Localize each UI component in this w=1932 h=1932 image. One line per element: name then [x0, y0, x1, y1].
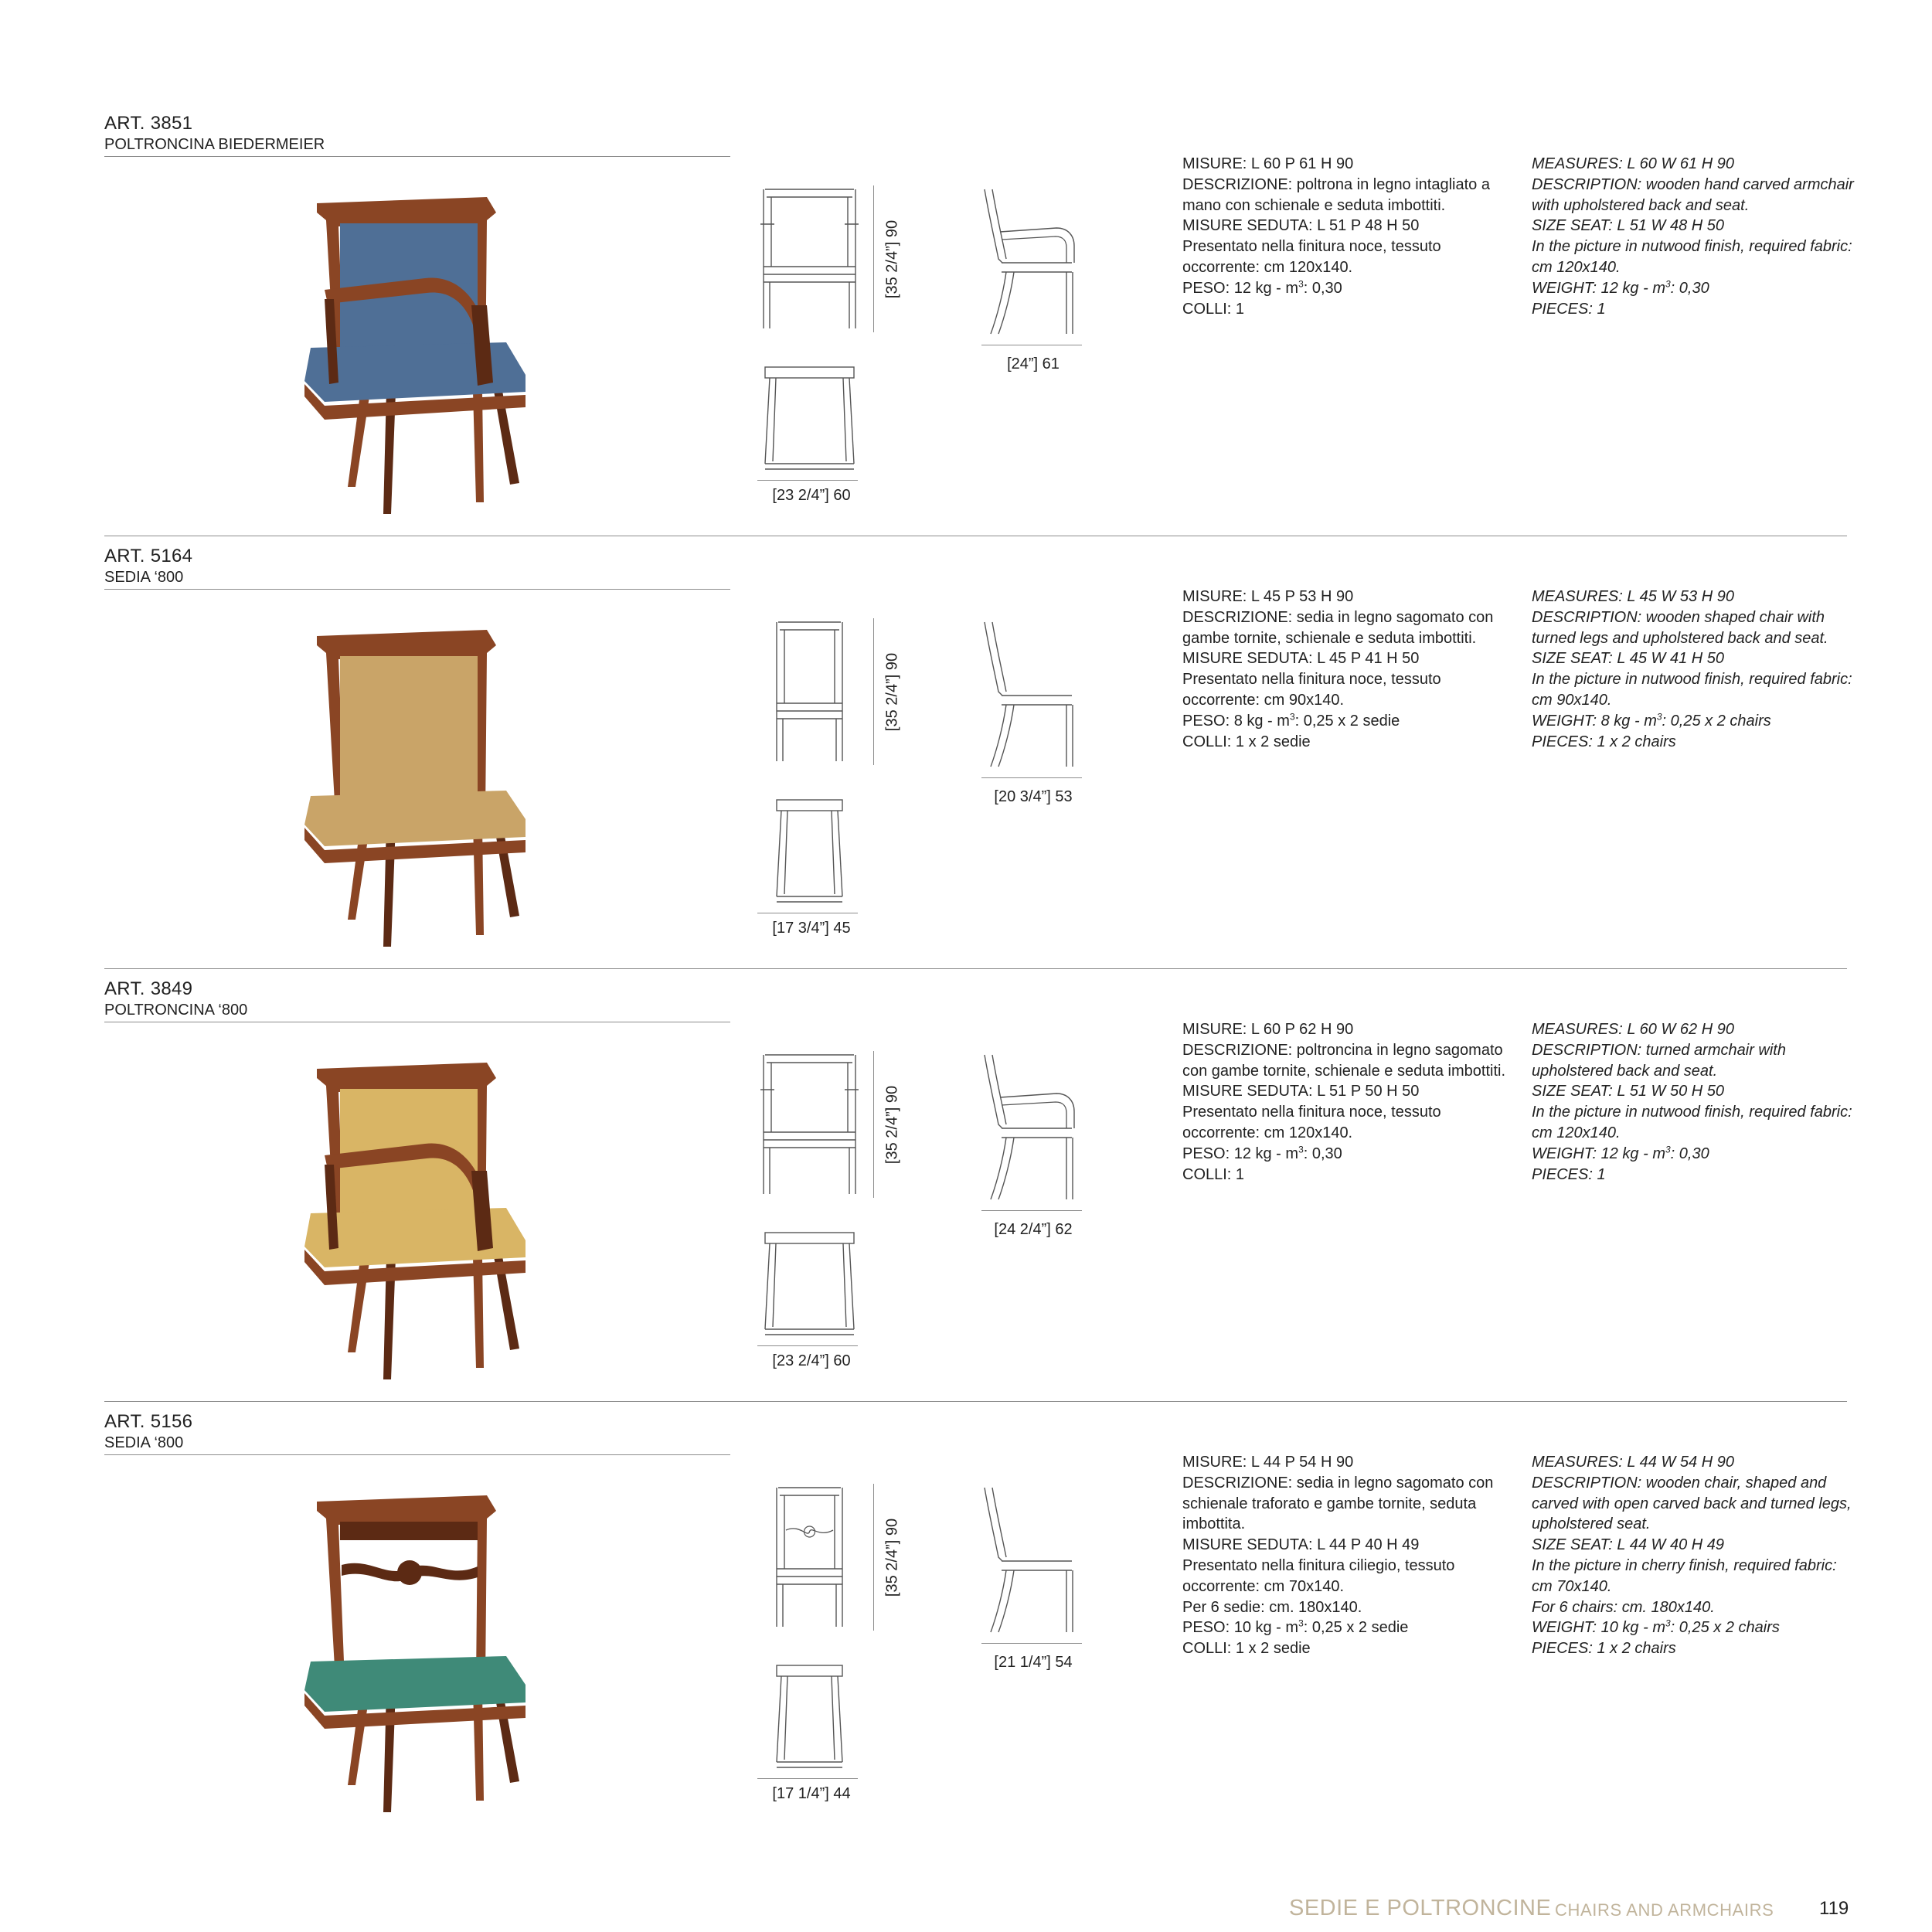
- depth-dimension: [21 1/4”] 54: [994, 1654, 1073, 1671]
- spec-line-en: DESCRIPTION: wooden shaped chair with turned legs and upholstered back and seat.: [1532, 608, 1828, 647]
- title-underline: [104, 589, 730, 590]
- width-dimension: [23 2/4”] 60: [772, 487, 851, 504]
- front-view-drawing: [757, 1051, 862, 1198]
- side-view-drawing: [975, 618, 1091, 769]
- article-code: ART. 3849: [104, 978, 193, 999]
- spec-line-it: MISURE SEDUTA: L 51 P 50 H 50: [1182, 1083, 1420, 1100]
- spec-line-en: WEIGHT: 8 kg - $m^3$: 0,25 x 2 chairs: [1532, 711, 1771, 730]
- product-block: [0, 0, 1932, 504]
- spec-line-en: MEASURES: L 60 W 62 H 90: [1532, 1021, 1734, 1038]
- spec-line-it: COLLI: 1 x 2 sedie: [1182, 1640, 1311, 1658]
- spec-line-it: MISURE SEDUTA: L 45 P 41 H 50: [1182, 650, 1420, 668]
- italian-description: [1182, 587, 1507, 752]
- spec-line-it: COLLI: 1 x 2 sedie: [1182, 733, 1311, 750]
- spec-line-en: SIZE SEAT: L 51 W 48 H 50: [1532, 217, 1724, 235]
- depth-dimension: [20 3/4”] 53: [994, 788, 1073, 805]
- spec-line-en: DESCRIPTION: turned armchair with upholstered back and seat.: [1532, 1041, 1786, 1080]
- height-dimension-line: [873, 618, 874, 765]
- front-view-drawing: [757, 618, 862, 765]
- spec-line-it: PESO: 8 kg - $m^3$: 0,25 x 2 sedie: [1182, 711, 1400, 730]
- spec-line-it: MISURE: L 45 P 53 H 90: [1182, 588, 1354, 605]
- depth-dimension-line: [981, 1643, 1082, 1644]
- spec-line-it: DESCRIZIONE: poltrona in legno intagliato a mano con schienale e seduta imbottiti.: [1182, 175, 1490, 214]
- title-underline: [104, 156, 730, 157]
- spec-line-it: Presentato nella finitura noce, tessuto occorrente: cm 90x140.: [1182, 671, 1441, 709]
- spec-line-it: Per 6 sedie: cm. 180x140.: [1182, 1598, 1362, 1616]
- spec-line-en: SIZE SEAT: L 44 W 40 H 49: [1532, 1536, 1724, 1554]
- page-number: 119: [1819, 1898, 1849, 1919]
- depth-dimension-line: [981, 1210, 1082, 1211]
- side-view-drawing: [975, 1484, 1091, 1634]
- spec-line-en: WEIGHT: 10 kg - $m^3$: 0,25 x 2 chairs: [1532, 1617, 1780, 1637]
- spec-line-en: DESCRIPTION: wooden hand carved armchair with upholstered back and seat.: [1532, 175, 1854, 214]
- spec-line-it: DESCRIZIONE: poltroncina in legno sagomato con gambe tornite, schienale e seduta imbottiti.: [1182, 1041, 1506, 1080]
- height-dimension-line: [873, 185, 874, 332]
- spec-line-it: DESCRIZIONE: sedia in legno sagomato con schienale traforato e gambe tornite, seduta imbottita.: [1182, 1474, 1494, 1533]
- spec-line-en: PIECES: 1 x 2 chairs: [1532, 1640, 1676, 1658]
- article-name: SEDIA ‘800: [104, 1434, 184, 1451]
- spec-line-en: PIECES: 1 x 2 chairs: [1532, 733, 1676, 750]
- spec-line-it: PESO: 10 kg - $m^3$: 0,25 x 2 sedie: [1182, 1617, 1409, 1637]
- spec-line-it: MISURE: L 60 P 61 H 90: [1182, 155, 1354, 172]
- section-divider: [104, 968, 1847, 969]
- italian-description: [1182, 1452, 1507, 1659]
- spec-line-it: MISURE: L 44 P 54 H 90: [1182, 1454, 1354, 1471]
- english-description: [1532, 1452, 1856, 1659]
- spec-line-en: In the picture in nutwood finish, required fabric: cm 90x140.: [1532, 671, 1852, 709]
- article-code: ART. 5156: [104, 1411, 193, 1432]
- spec-line-en: In the picture in cherry finish, required fabric: cm 70x140.: [1532, 1556, 1837, 1595]
- article-name: POLTRONCINA BIEDERMEIER: [104, 136, 325, 153]
- width-dimension: [17 1/4”] 44: [772, 1785, 851, 1802]
- top-view-drawing: [757, 1658, 862, 1774]
- product-block: [0, 433, 1932, 937]
- spec-line-it: MISURE: L 60 P 62 H 90: [1182, 1021, 1354, 1038]
- english-description: [1532, 587, 1856, 752]
- spec-line-en: MEASURES: L 45 W 53 H 90: [1532, 588, 1734, 605]
- spec-line-it: COLLI: 1: [1182, 1165, 1245, 1183]
- spec-line-it: Presentato nella finitura ciliegio, tessuto occorrente: cm 70x140.: [1182, 1556, 1455, 1595]
- depth-dimension: [24 2/4”] 62: [994, 1221, 1073, 1238]
- title-underline: [104, 1454, 730, 1455]
- spec-line-it: PESO: 12 kg - $m^3$: 0,30: [1182, 1144, 1342, 1162]
- english-description: [1532, 1019, 1856, 1185]
- spec-line-en: WEIGHT: 12 kg - $m^3$: 0,30: [1532, 278, 1709, 297]
- spec-line-en: SIZE SEAT: L 51 W 50 H 50: [1532, 1083, 1724, 1100]
- spec-line-it: COLLI: 1: [1182, 300, 1245, 318]
- article-name: POLTRONCINA ‘800: [104, 1002, 248, 1019]
- article-code: ART. 5164: [104, 546, 193, 566]
- spec-line-en: In the picture in nutwood finish, required fabric: cm 120x140.: [1532, 238, 1852, 276]
- height-dimension-line: [873, 1051, 874, 1198]
- spec-line-it: MISURE SEDUTA: L 44 P 40 H 49: [1182, 1536, 1420, 1554]
- spec-line-en: In the picture in nutwood finish, required fabric: cm 120x140.: [1532, 1104, 1852, 1141]
- product-block: [0, 866, 1932, 1369]
- height-dimension: [35 2/4”] 90: [883, 1518, 901, 1597]
- italian-description: [1182, 154, 1507, 319]
- spec-line-it: PESO: 12 kg - $m^3$: 0,30: [1182, 278, 1342, 297]
- spec-line-en: PIECES: 1: [1532, 1165, 1606, 1183]
- product-block: [0, 1298, 1932, 1802]
- height-dimension: [35 2/4”] 90: [883, 1085, 901, 1165]
- english-description: [1532, 154, 1856, 319]
- product-photo: [294, 1488, 572, 1820]
- spec-line-en: WEIGHT: 12 kg - $m^3$: 0,30: [1532, 1144, 1709, 1162]
- width-dimension-line: [757, 1778, 858, 1779]
- article-name: SEDIA ‘800: [104, 569, 184, 586]
- depth-dimension: [24”] 61: [1007, 355, 1060, 372]
- spec-line-it: Presentato nella finitura noce, tessuto occorrente: cm 120x140.: [1182, 238, 1441, 276]
- spec-line-it: MISURE SEDUTA: L 51 P 48 H 50: [1182, 217, 1420, 235]
- spec-line-en: PIECES: 1: [1532, 300, 1606, 318]
- side-view-drawing: [975, 1051, 1091, 1202]
- width-dimension: [17 3/4”] 45: [772, 920, 851, 937]
- front-view-drawing: [757, 185, 862, 332]
- width-dimension: [23 2/4”] 60: [772, 1352, 851, 1369]
- spec-line-en: For 6 chairs: cm. 180x140.: [1532, 1598, 1715, 1616]
- article-code: ART. 3851: [104, 113, 193, 134]
- side-view-drawing: [975, 185, 1091, 336]
- spec-line-en: DESCRIPTION: wooden chair, shaped and carved with open carved back and turned legs, upholstered seat.: [1532, 1474, 1852, 1533]
- footer-section-title: SEDIE E POLTRONCINE: [1289, 1896, 1552, 1920]
- footer-section-subtitle: CHAIRS AND ARMCHAIRS: [1555, 1900, 1774, 1920]
- height-dimension: [35 2/4”] 90: [883, 652, 901, 732]
- italian-description: [1182, 1019, 1507, 1185]
- height-dimension: [35 2/4”] 90: [883, 219, 901, 299]
- height-dimension-line: [873, 1484, 874, 1631]
- spec-line-it: Presentato nella finitura noce, tessuto occorrente: cm 120x140.: [1182, 1104, 1441, 1141]
- spec-line-en: MEASURES: L 60 W 61 H 90: [1532, 155, 1734, 172]
- depth-dimension-line: [981, 777, 1082, 778]
- spec-line-en: MEASURES: L 44 W 54 H 90: [1532, 1454, 1734, 1471]
- front-view-drawing: [757, 1484, 862, 1631]
- spec-line-en: SIZE SEAT: L 45 W 41 H 50: [1532, 650, 1724, 668]
- section-divider: [104, 1401, 1847, 1402]
- spec-line-it: DESCRIZIONE: sedia in legno sagomato con gambe tornite, schienale e seduta imbottiti.: [1182, 608, 1494, 647]
